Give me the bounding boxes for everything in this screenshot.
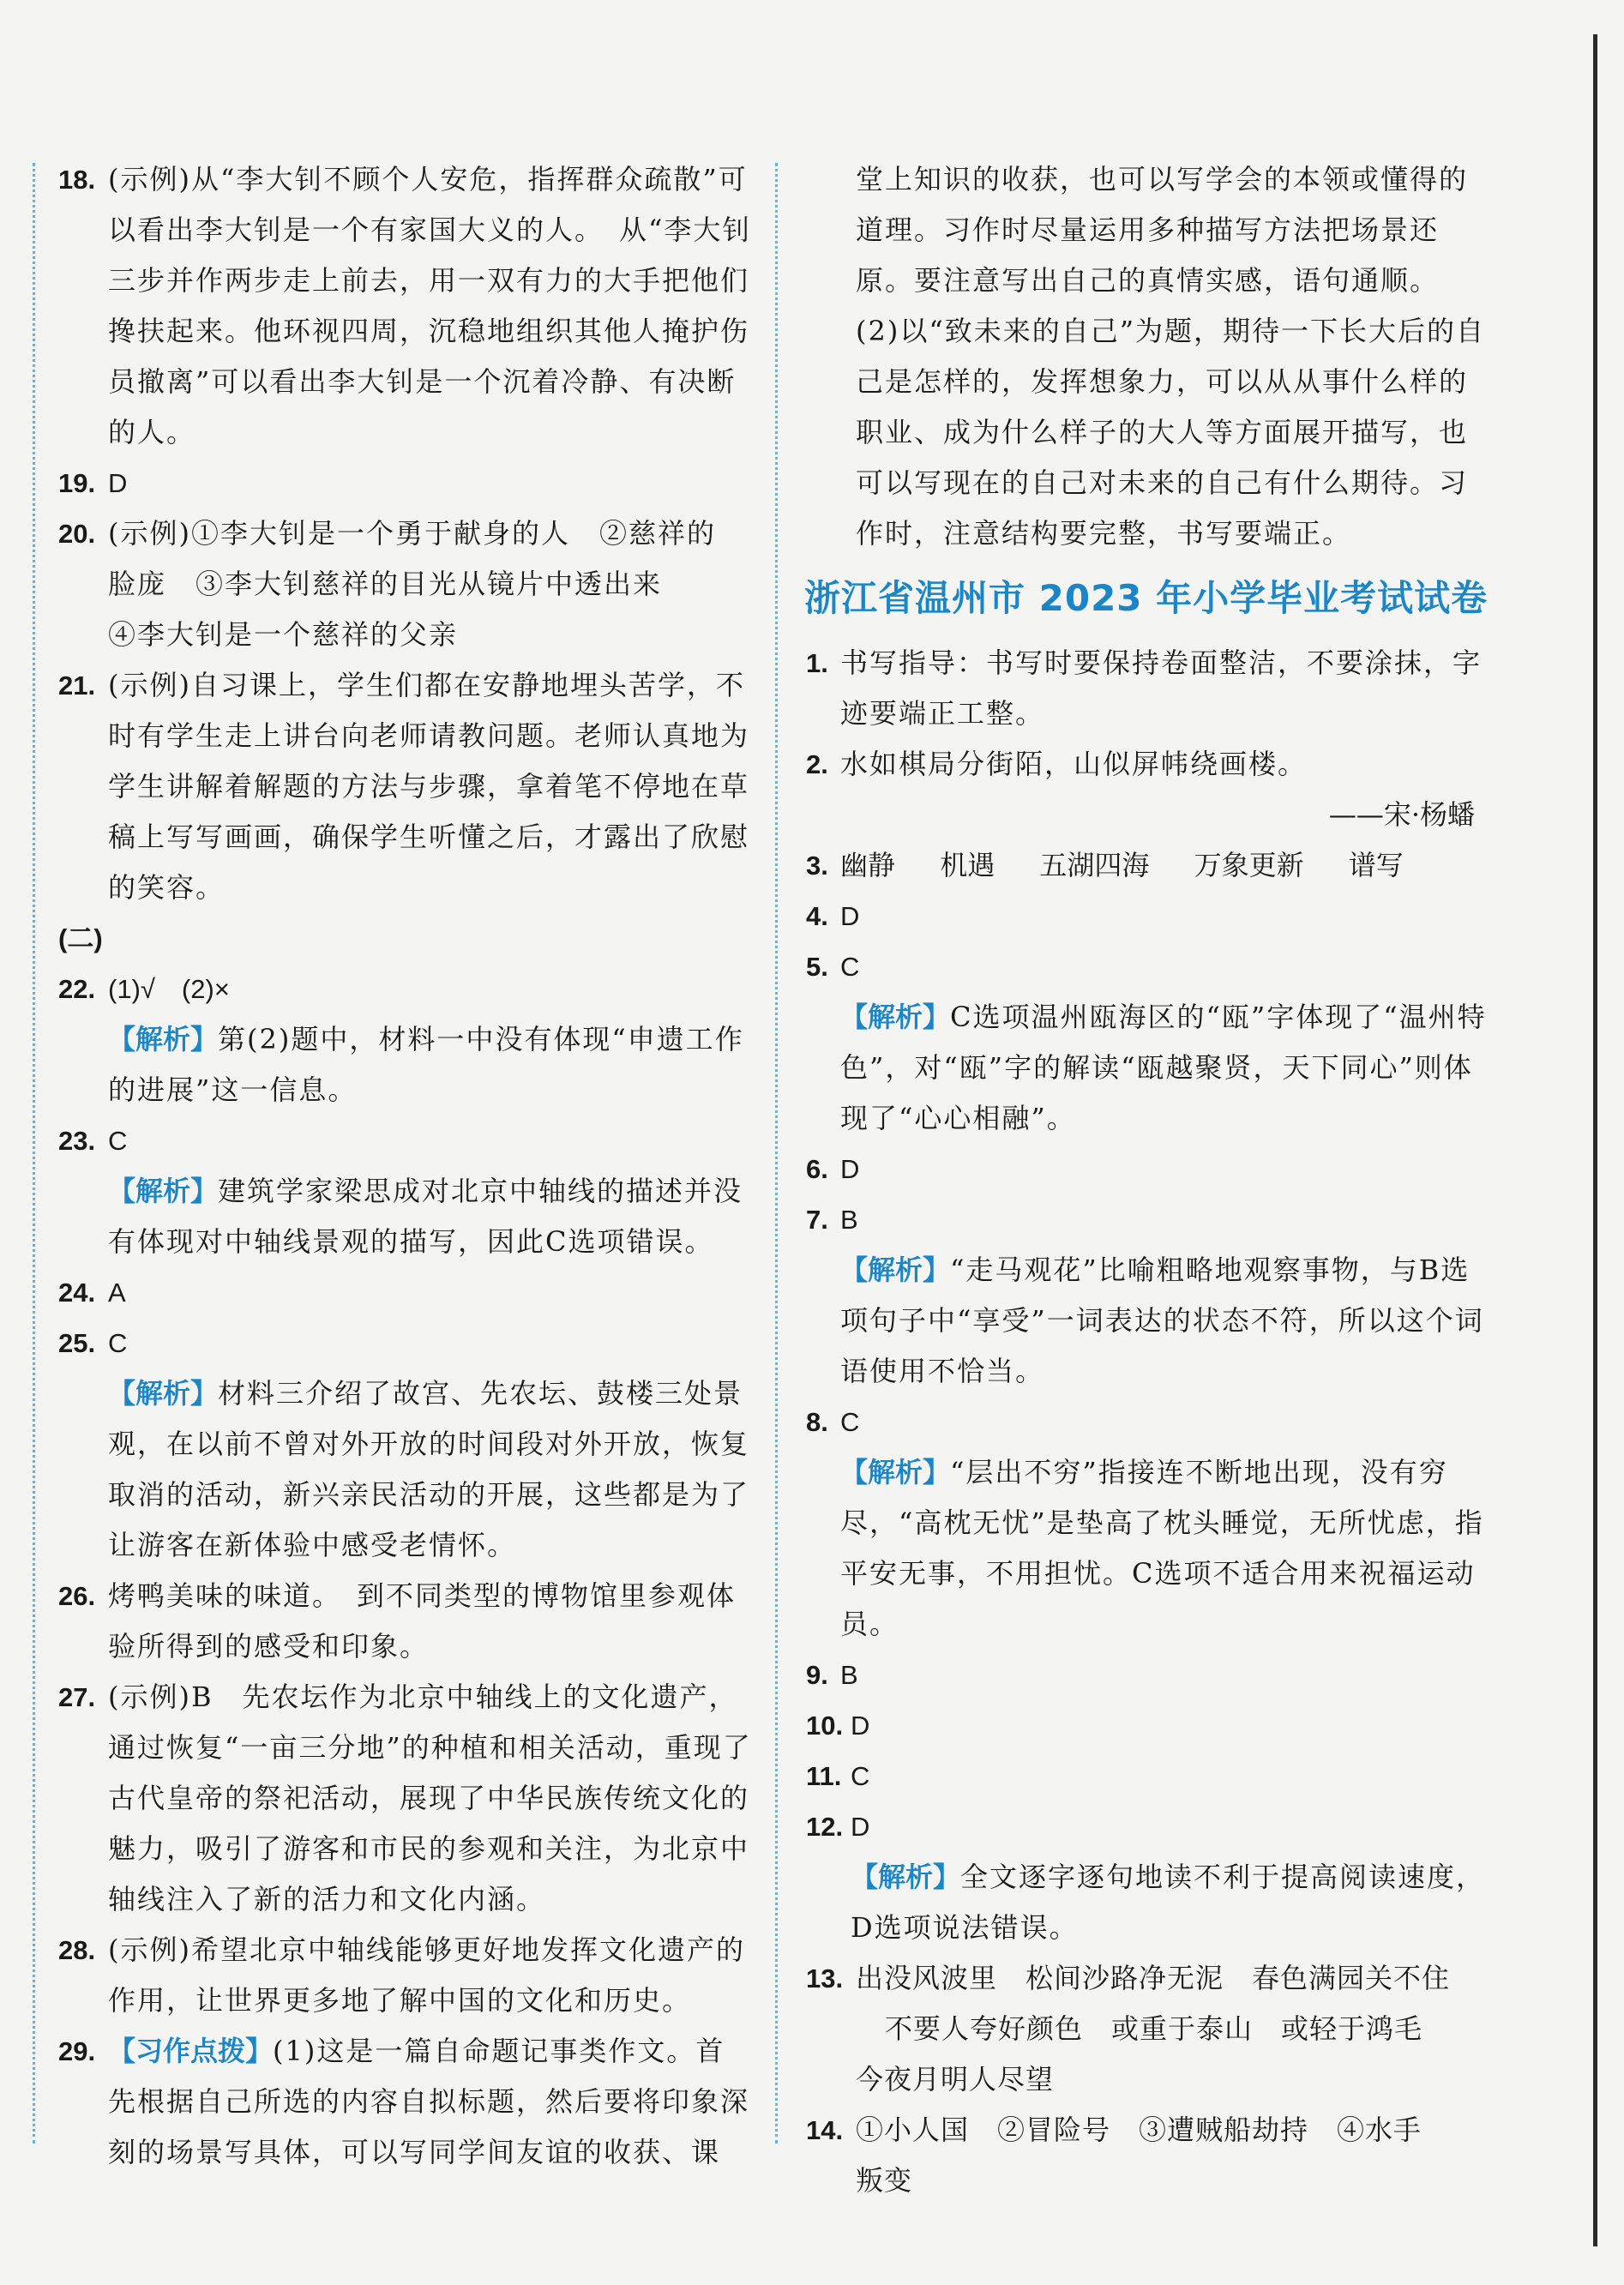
continued-text: 堂上知识的收获，也可以写学会的本领或懂得的道理。习作时尽量运用多种描写方法把场景还原。要注意写出自己的真情实感，语句通顺。 — [856, 163, 1469, 297]
writing-tip-tag: 【习作点拨】 — [108, 2035, 274, 2066]
answer-line: (示例)①李大钊是一个勇于献身的人 ②慈祥的 — [108, 517, 716, 550]
analysis-text: “层出不穷”指接连不断地出现，没有穷尽，“高枕无忧”是垫高了枕头睡觉，无所忧虑，指平安无事，不用担忧。C选项不适合用来祝福运动员。 — [840, 1456, 1484, 1640]
answer-text: D — [840, 1154, 860, 1184]
answer-text: B — [840, 1205, 858, 1235]
answer-11 — [806, 1751, 1492, 1801]
question-number: 10. — [806, 1711, 844, 1741]
answer-text: C — [108, 1126, 128, 1156]
answer-6 — [806, 1144, 1492, 1194]
answer-text: A — [108, 1278, 126, 1308]
writing-tip-text: (1)这是一篇自命题记事类作文。首先根据自己所选的内容自拟标题，然后要将印象深刻的场景写具体，可以写同学间友谊的收获、课 — [108, 2035, 750, 2168]
answer-4 — [806, 891, 1492, 941]
answer-text: (示例)从“李大钊不顾个人安危，指挥群众疏散”可以看出李大钊是一个有家国大义的人。 从“李大钊三步并作两步走上前去，用一双有力的大手把他们搀扶起来。他环视四周，沉稳地组织其他人掩护伤员撤离”可以看出李大钊是一个沉着冷静、有决断的人。 — [108, 163, 752, 448]
answer-3 — [806, 840, 1492, 891]
question-number: 22. — [58, 974, 96, 1004]
answer-27 — [58, 1672, 753, 1925]
question-number: 13. — [806, 1963, 844, 1993]
word-item: 幽静 — [840, 849, 896, 881]
exam-title: 浙江省温州市 2023 年小学毕业考试试卷 — [804, 577, 1489, 619]
right-column — [806, 154, 1492, 2206]
answer-29 — [58, 2026, 753, 2178]
answer-text: B — [840, 1660, 858, 1690]
analysis-text: 材料三介绍了故宫、先农坛、鼓楼三处景观，在以前不曾对外开放的时间段对外开放，恢复取消的活动，新兴亲民活动的开展，这些都是为了让游客在新体验中感受老情怀。 — [108, 1377, 750, 1561]
question-number: 2. — [806, 749, 828, 779]
answer-14 — [806, 2105, 1492, 2206]
answer-26 — [58, 1571, 753, 1672]
analysis-tag: 【解析】 — [108, 1024, 219, 1055]
answer-line: 不要人夸好颜色 或重于泰山 或轻于鸿毛 — [885, 2012, 1423, 2045]
answer-line: ④李大钊是一个慈祥的父亲 — [108, 618, 459, 651]
answer-20 — [58, 508, 753, 660]
answer-text: D — [840, 901, 860, 931]
answer-line: 脸庞 ③李大钊慈祥的目光从镜片中透出来 — [108, 568, 663, 600]
analysis-text: 第(2)题中，材料一中没有体现“申遗工作的进展”这一信息。 — [108, 1023, 744, 1106]
analysis — [806, 1852, 1492, 1953]
word-item: 五湖四海 — [1039, 849, 1150, 881]
question-number: 18. — [58, 165, 96, 195]
answer-28 — [58, 1925, 753, 2026]
question-number: 5. — [806, 952, 828, 982]
answer-29-continued — [806, 154, 1492, 559]
question-number: 1. — [806, 648, 828, 678]
question-number: 24. — [58, 1278, 96, 1308]
analysis-text: C选项温州瓯海区的“瓯”字体现了“温州特色”，对“瓯”字的解读“瓯越聚贤，天下同心”则体现了“心心相融”。 — [840, 1001, 1487, 1134]
answer-7 — [806, 1194, 1492, 1397]
answer-5 — [806, 941, 1492, 1144]
answer-text: (1)√ (2)× — [108, 974, 230, 1004]
analysis-tag: 【解析】 — [840, 1001, 951, 1032]
analysis — [58, 1014, 753, 1115]
answer-8 — [806, 1397, 1492, 1650]
answer-2 — [806, 739, 1492, 840]
analysis-text: “走马观花”比喻粗略地观察事物，与B选项句子中“享受”一词表达的状态不符，所以这个词语使用不恰当。 — [840, 1254, 1484, 1387]
question-number: 28. — [58, 1935, 96, 1965]
page-edge-bar — [1593, 34, 1597, 2246]
center-dotted-rule — [775, 163, 778, 2144]
analysis — [806, 1245, 1492, 1397]
answer-text: (示例)自习课上，学生们都在安静地埋头苦学，不时有学生走上讲台向老师请教问题。老师认真地为学生讲解着解题的方法与步骤，拿着笔不停地在草稿上写写画画，确保学生听懂之后，才露出了欣慰的笑容。 — [108, 669, 750, 904]
question-number: 12. — [806, 1812, 844, 1842]
question-number: 27. — [58, 1682, 96, 1712]
answer-line: 叛变 — [856, 2164, 913, 2197]
answer-18 — [58, 154, 753, 458]
analysis-tag: 【解析】 — [108, 1176, 219, 1206]
question-number: 4. — [806, 901, 828, 931]
answer-text: D — [851, 1711, 870, 1741]
section-heading: (二) — [58, 923, 103, 953]
question-number: 14. — [806, 2115, 844, 2145]
question-number: 19. — [58, 468, 96, 498]
question-number: 29. — [58, 2036, 96, 2066]
answer-line: ①小人国 ②冒险号 ③遭贼船劫持 ④水手 — [856, 2114, 1423, 2146]
question-number: 11. — [806, 1761, 842, 1791]
analysis-tag: 【解析】 — [851, 1861, 961, 1892]
answer-text: 书写指导：书写时要保持卷面整洁，不要涂抹，字迹要端正工整。 — [840, 646, 1483, 730]
question-number: 21. — [58, 670, 96, 701]
question-number: 23. — [58, 1126, 96, 1156]
question-number: 3. — [806, 851, 828, 881]
analysis-tag: 【解析】 — [840, 1254, 951, 1285]
left-dotted-rule — [33, 163, 35, 2144]
answer-text — [58, 2026, 753, 2178]
answer-9 — [806, 1650, 1492, 1700]
analysis — [806, 992, 1492, 1144]
answer-text: 水如棋局分街陌，山似屏帏绕画楼。 — [840, 748, 1308, 780]
answer-23 — [58, 1115, 753, 1267]
continued-text-part2: (2)以“致未来的自己”为题，期待一下长大后的自己是怎样的，发挥想象力，可以从从事什么样的职业、成为什么样子的大人等方面展开描写，也可以写现在的自己对未来的自己有什么期待。习作时，注意结构要完整，书写要端正。 — [856, 315, 1486, 550]
question-number: 20. — [58, 519, 96, 549]
answer-25 — [58, 1318, 753, 1571]
analysis-text: 建筑学家梁思成对北京中轴线的描述并没有体现对中轴线景观的描写，因此C选项错误。 — [108, 1175, 743, 1258]
answer-text: 烤鸭美味的味道。 到不同类型的博物馆里参观体验所得到的感受和印象。 — [108, 1579, 737, 1663]
answer-text: C — [108, 1328, 128, 1358]
word-item: 机遇 — [940, 849, 995, 881]
answer-text: C — [851, 1761, 870, 1791]
question-number: 8. — [806, 1407, 828, 1437]
answer-line: 出没风波里 松间沙路净无泥 春色满园关不住 — [856, 1962, 1451, 1994]
answer-12 — [806, 1801, 1492, 1953]
answer-line: 今夜月明人尽望 — [856, 2063, 1055, 2096]
word-item: 谱写 — [1348, 849, 1404, 881]
answer-19 — [58, 458, 753, 508]
left-column — [58, 154, 753, 2178]
answer-text: C — [840, 1407, 860, 1437]
answer-13 — [806, 1953, 1492, 2105]
poem-author: ——宋·杨蟠 — [1328, 798, 1475, 831]
question-number: 7. — [806, 1205, 828, 1235]
answer-text: D — [108, 468, 128, 498]
analysis — [806, 1447, 1492, 1650]
analysis-text: 全文逐字逐句地读不利于提高阅读速度，D选项说法错误。 — [851, 1861, 1486, 1944]
answer-10 — [806, 1700, 1492, 1751]
answer-21 — [58, 660, 753, 913]
analysis — [58, 1368, 753, 1571]
question-number: 6. — [806, 1154, 828, 1184]
answer-text: (示例)B 先农坛作为北京中轴线上的文化遗产，通过恢复“一亩三分地”的种植和相关活动，重现了古代皇帝的祭祀活动，展现了中华民族传统文化的魅力，吸引了游客和市民的参观和关注，为北京中轴线注入了新的活力和文化内涵。 — [108, 1681, 752, 1915]
answer-text: C — [840, 952, 860, 982]
answer-24 — [58, 1267, 753, 1318]
analysis-tag: 【解析】 — [840, 1457, 951, 1488]
answer-22 — [58, 964, 753, 1115]
analysis — [58, 1166, 753, 1267]
answer-1 — [806, 638, 1492, 739]
word-list — [806, 840, 1492, 891]
word-item: 万象更新 — [1194, 849, 1304, 881]
answer-text: (示例)希望北京中轴线能够更好地发挥文化遗产的作用，让世界更多地了解中国的文化和历史。 — [108, 1933, 745, 2017]
answer-text: D — [851, 1812, 870, 1842]
question-number: 26. — [58, 1581, 96, 1611]
question-number: 25. — [58, 1328, 96, 1358]
question-number: 9. — [806, 1660, 828, 1690]
analysis-tag: 【解析】 — [108, 1378, 219, 1409]
